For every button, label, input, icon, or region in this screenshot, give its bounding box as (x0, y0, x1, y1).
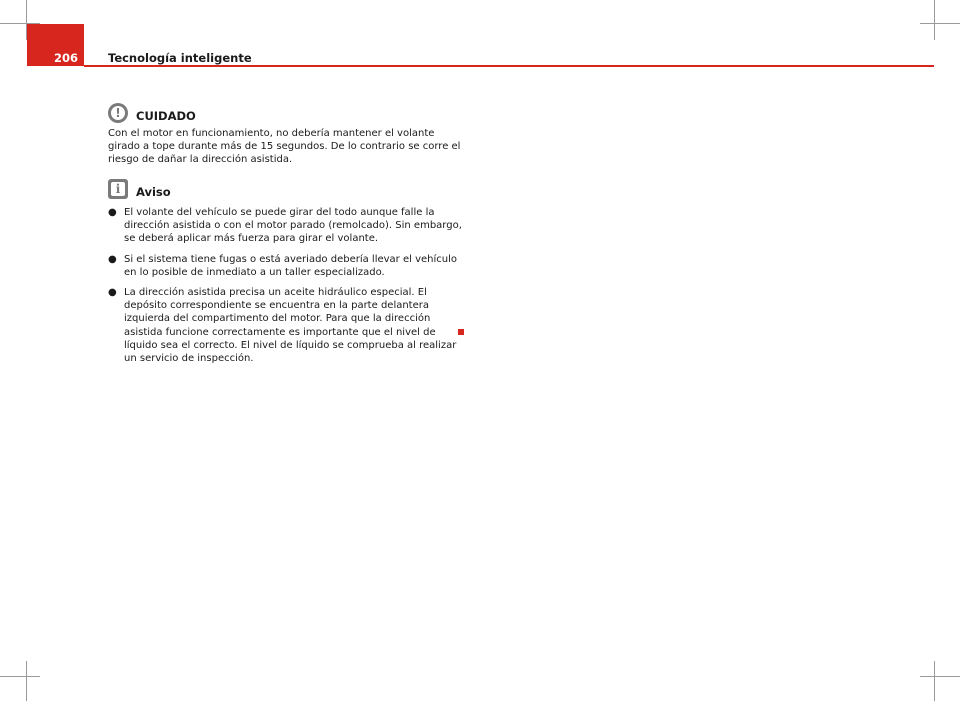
section-end-mark (458, 329, 464, 335)
caution-title: CUIDADO (136, 109, 196, 123)
crop-mark (26, 661, 27, 701)
header-rule (84, 65, 934, 67)
exclamation-circle-icon: ! (108, 103, 128, 123)
caution-text: Con el motor en funcionamiento, no debería mantener el volante girado a tope durante más de 15 segundos. De lo contrario se corre el riesgo de dañar la dirección asistida. (108, 128, 461, 166)
list-item (108, 206, 465, 246)
note-title: Aviso (136, 185, 171, 199)
caution-block (108, 101, 465, 167)
note-bullet-text: El volante del vehículo se puede girar del todo aunque falle la dirección asistida o con el motor parado (remolcado). Sin embargo, se deberá aplicar más fuerza para girar el volante. (124, 207, 462, 245)
caution-header (108, 101, 465, 123)
info-icon: i (108, 179, 128, 199)
page-number-box (27, 24, 84, 66)
list-item (108, 253, 465, 279)
page-number: 206 (53, 51, 78, 65)
crop-mark (934, 661, 935, 701)
crop-mark (920, 23, 960, 24)
running-title: Tecnología inteligente (108, 51, 252, 65)
crop-mark (920, 676, 960, 677)
note-block (108, 177, 465, 365)
list-item (108, 286, 465, 365)
bullet-icon: ● (108, 253, 117, 265)
note-header (108, 177, 465, 199)
bullet-icon: ● (108, 287, 117, 299)
note-bullet-text: Si el sistema tiene fugas o está averiado debería llevar el vehículo en lo posible de inmediato a un taller especializado. (124, 253, 457, 278)
crop-mark (0, 676, 40, 677)
crop-mark (934, 0, 935, 40)
note-bullet-text: La dirección asistida precisa un aceite hidráulico especial. El depósito correspondiente se encuentra en la parte delantera izquierda del compartimento del motor. Para que la dirección asistida funcione correctamente es importante que el nivel de líquido sea el correcto. El nivel de líquido se comprueba al realizar un servicio de inspección. (124, 287, 457, 365)
bullet-icon: ● (108, 207, 117, 218)
